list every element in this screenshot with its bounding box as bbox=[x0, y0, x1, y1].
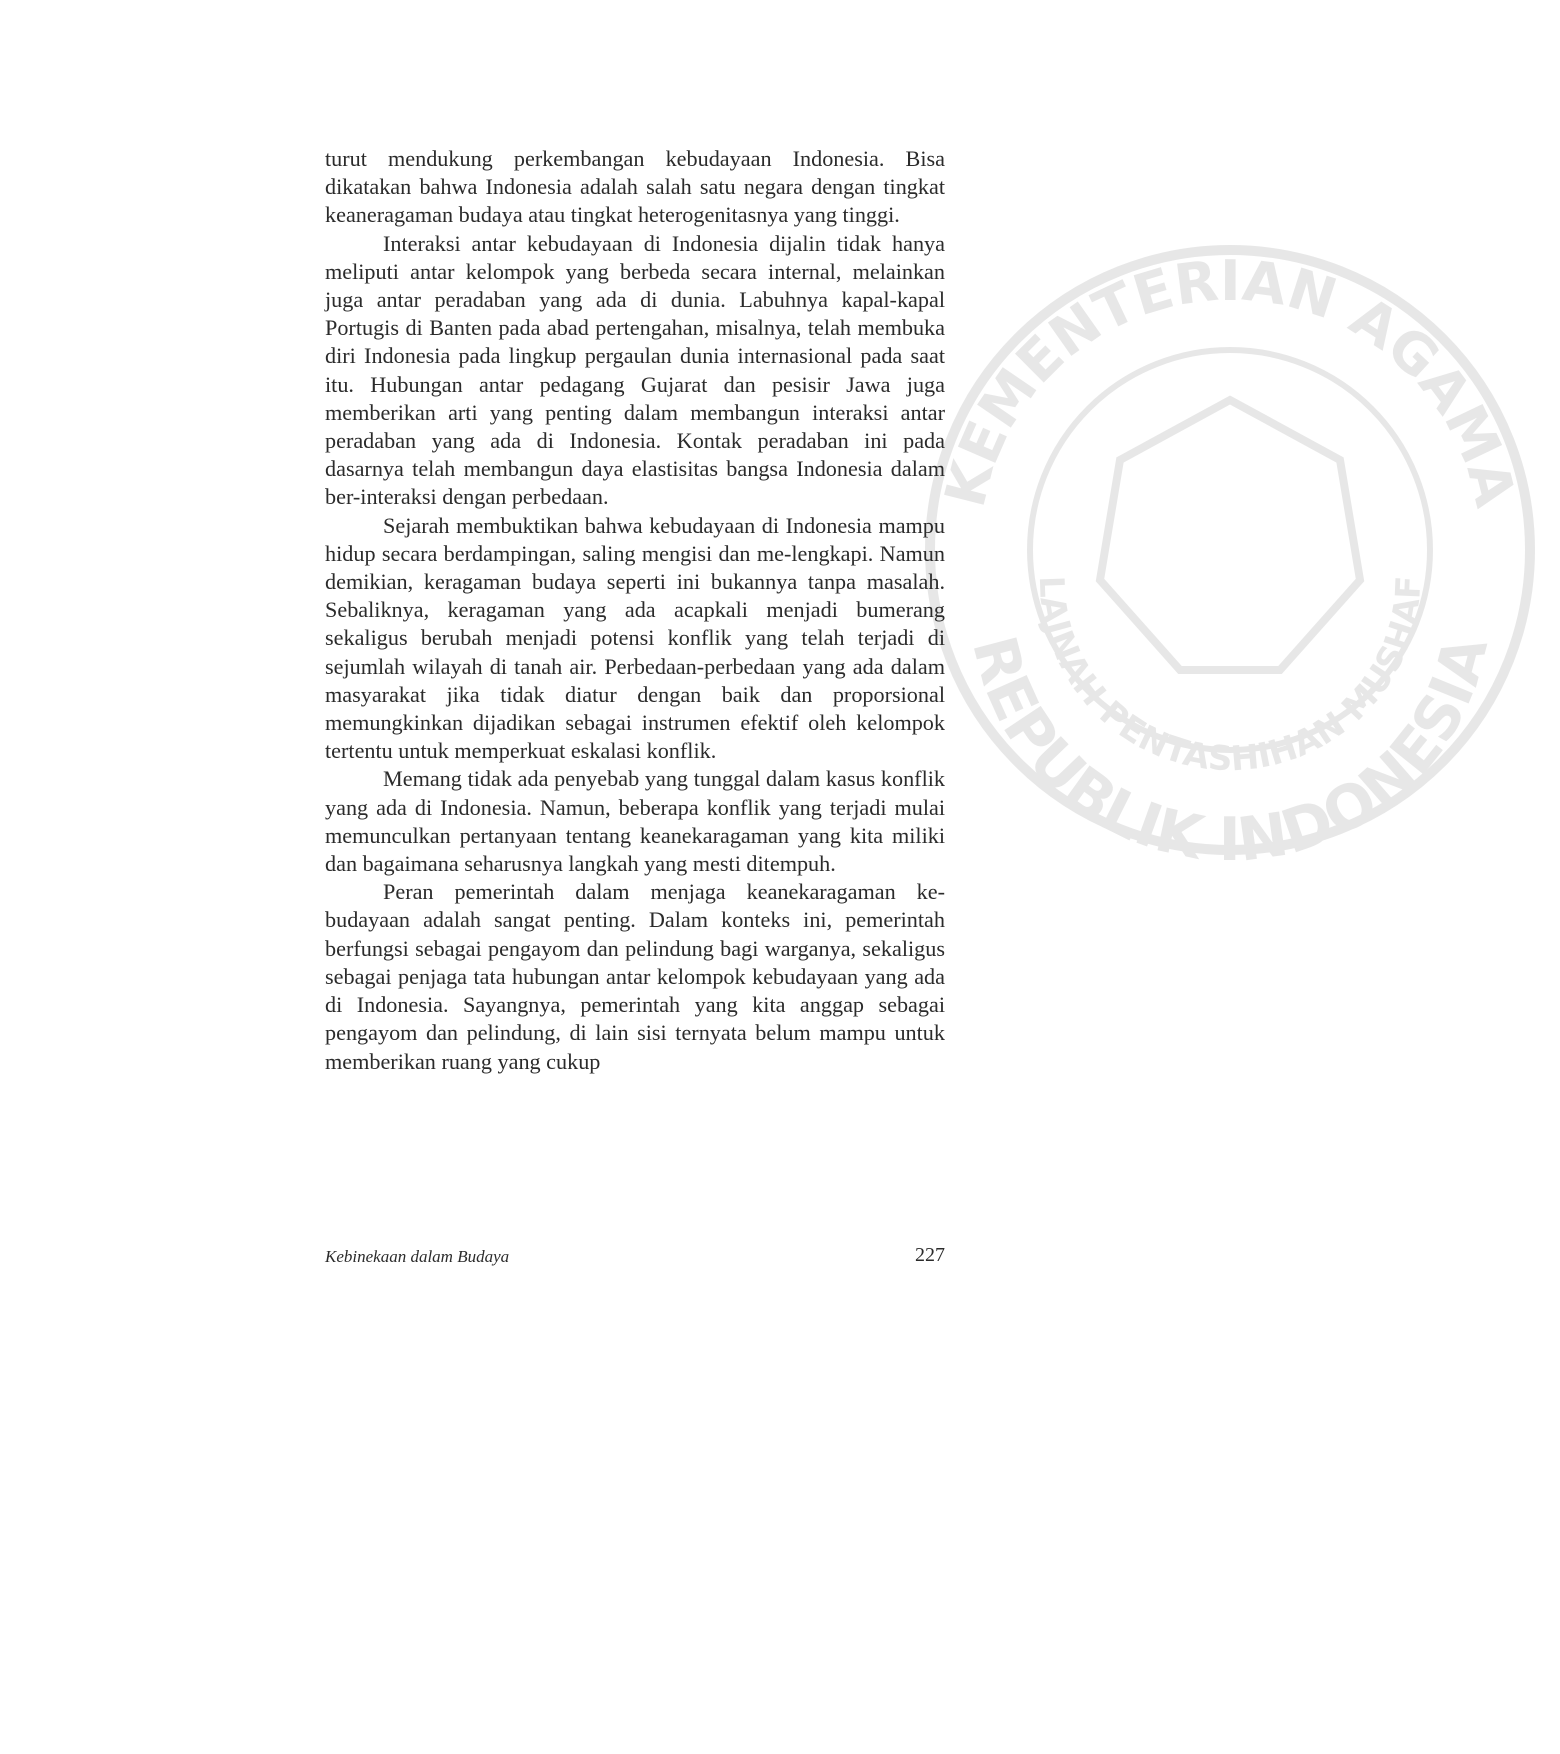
paragraph: Memang tidak ada penyebab yang tunggal dalam kasus konflik yang ada di Indonesia. Namun, beberapa konflik yang terjadi mulai memunculkan pertanyaan tentang keanekaragaman yang kita miliki dan bagaimana seharusnya langkah yang mesti ditempuh. bbox=[325, 766, 945, 877]
paragraph-continuation: turut mendukung perkembangan kebudayaan Indonesia. Bisa dikatakan bahwa Indonesia adalah salah satu negara dengan tingkat keaneragaman budaya atau tingkat heterogenitasnya yang tinggi. bbox=[325, 146, 945, 228]
page-number: 227 bbox=[915, 1244, 945, 1266]
svg-text:LAJNAH PENTASHIHAN MUSHAF: LAJNAH PENTASHIHAN MUSHAF bbox=[1030, 574, 1430, 780]
paragraph: Interaksi antar kebudayaan di Indonesia dijalin tidak hanya meliputi antar kelompok yang berbeda secara internal, melainkan juga antar peradaban yang ada di dunia. Labuhnya kapal-kapal Portugis di Banten pada abad pertengahan, misalnya, telah membuka diri Indonesia pada lingkup pergaulan dunia internasional pada saat itu. Hubungan antar pedagang Gujarat dan pesisir Jawa juga memberikan arti yang penting dalam membangun interaksi antar peradaban yang ada di Indonesia. Kontak peradaban ini pada dasarnya telah membangun daya elastisitas bangsa Indonesia dalam ber-interaksi dengan perbedaan. bbox=[325, 230, 945, 510]
page-body bbox=[325, 145, 945, 1076]
svg-text:KEMENTERIAN AGAMA: KEMENTERIAN AGAMA bbox=[932, 248, 1528, 514]
paragraph: Sejarah membuktikan bahwa kebudayaan di Indonesia mampu hidup secara berdampingan, saling mengisi dan me-lengkapi. Namun demikian, keragaman budaya seperti ini bukannya tanpa masalah. Sebaliknya, keragaman yang ada acapkali menjadi bumerang sekaligus berubah menjadi potensi konflik yang telah terjadi di sejumlah wilayah di tanah air. Perbedaan-perbedaan yang ada dalam masyarakat jika tidak diatur dengan baik dan proporsional memungkinkan dijadikan sebagai instrumen efektif oleh kelompok tertentu untuk memperkuat eskalasi konflik. bbox=[325, 512, 945, 764]
paragraph: Peran pemerintah dalam menjaga keanekaragaman ke-budayaan adalah sangat penting. Dalam konteks ini, pemerintah berfungsi sebagai pengayom dan pelindung bagi warganya, sekaligus sebagai penjaga tata hubungan antar kelompok kebudayaan yang ada di Indonesia. Sayangnya, pemerintah yang kita anggap sebagai pengayom dan pelindung, di lain sisi ternyata belum mampu untuk memberikan ruang yang cukup bbox=[325, 879, 945, 1074]
ministry-seal-watermark bbox=[900, 220, 1560, 880]
running-title: Kebinekaan dalam Budaya bbox=[325, 1247, 510, 1266]
svg-text:REPUBLIK INDONESIA: REPUBLIK INDONESIA bbox=[958, 629, 1502, 876]
